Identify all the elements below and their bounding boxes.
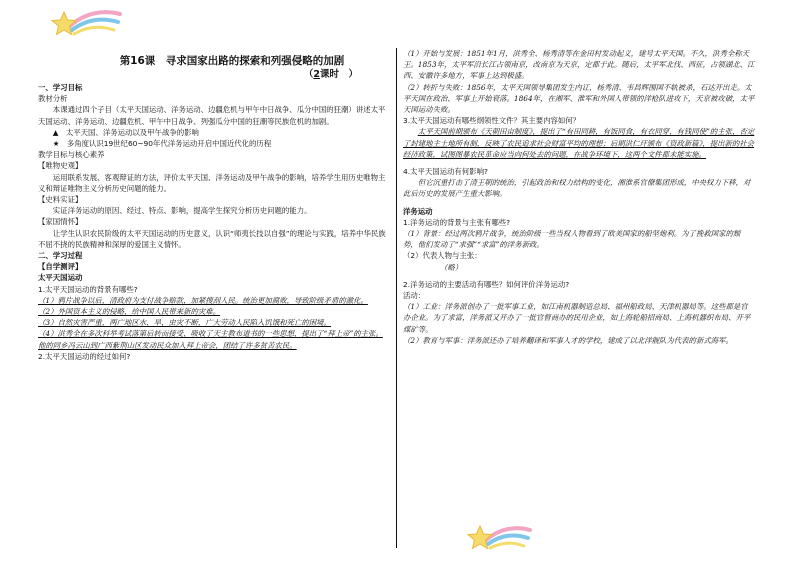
paragraph: 本课通过四个子目（太平天国运动、洋务运动、边疆危机与甲午中日战争、瓜分中国的狂潮）讲述太平天国运动、洋务运动、边疆危机、甲午中日战争、列强瓜分中国的狂潮等民族危机的加剧。	[38, 105, 386, 126]
answer-line: 太平天国前期颁布《天朝田亩制度》，提出了“有田同耕，有饭同食，有衣同穿，有钱同使”的主张，否定了封建地主土地所有制，反映了农民追求社会财富平均的理想；后期洪仁玕颁布《资政新篇》，提出新的社会经济政策，试图图暴农民革命应当向何处去的问题，在战争环境下，这两个文件都未能实施。	[403, 127, 755, 159]
question: 2.太平天国运动的经过如何?	[38, 351, 131, 361]
answer-line: （2）教育与军事：洋务派还办了培养翻译和军事人才的学校，建成了以北洋舰队为代表的新式海军。	[403, 335, 733, 345]
answer-line: （1）工业：洋务派创办了一批军事工业，如江南机器制造总局、福州船政局、天津机器局等。这些都是官办企业。为了求富，洋务派又开办了一批官督商办的民用企业，如上海轮船招商局、上海机器织布局、开平煤矿等。	[403, 302, 751, 334]
lesson-hours: （2课时 ）	[303, 69, 358, 80]
right-column	[403, 48, 755, 346]
subheading: 【自学测评】	[38, 262, 83, 272]
section-heading: 二、学习过程	[38, 251, 83, 261]
subheading: 教材分析	[38, 94, 68, 104]
subheading: 活动：	[403, 291, 426, 301]
paragraph: 运用联系发展、客观辩证的方法，评价太平天国、洋务运动及甲午战争的影响，培养学生用历史唯物主义和辩证唯物主义分析历史问题的能力。	[38, 172, 386, 193]
left-column	[38, 52, 386, 362]
answer-line: 但它沉重打击了清王朝的统治，引起政治和权力结构的变化，湘淮系官僚集团形成，中央权力下移，对此后历史的发展产生重大影响。	[403, 178, 751, 199]
lesson-title: 第16课 寻求国家出路的探索和列强侵略的加剧	[119, 55, 345, 67]
subheading: 【唯物史观】	[38, 161, 83, 171]
paragraph: 让学生认识农民阶级的太平天国运动的历史意义，认识“师夷长技以自强”的理论与实践，培养中华民族不屈不挠的民族精神和深厚的爱国主义情怀。	[38, 228, 386, 249]
section-heading: 一、学习目标	[38, 83, 83, 92]
answer-line: （1）鸦片战争以后，清政府为支付战争赔款，加紧搜刮人民。统治更加腐败，导致阶级矛盾的激化。	[38, 295, 368, 305]
answer-line: （3）自然灾害严重，两广地区水、旱、虫灾不断，广大劳动人民陷入饥饿和死亡的困境。	[38, 318, 331, 328]
question: 3.太平天国运动有哪些纲领性文件？其主要内容如何？	[403, 116, 581, 126]
question: 2.洋务运动的主要活动有哪些？如何评价洋务运动?	[403, 279, 570, 289]
hours-number: 2	[313, 69, 320, 80]
star-icon	[464, 518, 534, 556]
answer-line: （1）开始与发展：1851年1月，洪秀全、杨秀清等在金田村发动起义，建号太平天国。不久，洪秀全称天王。1853年，太平军沿长江占领南京，改南京为天京，定都于此。随后，太平军北伐、西征，占领湖北、江西、安徽许多地方，军事上达到极盛。	[403, 49, 755, 81]
answer-line: （2）外国资本主义的侵略，给中国人民带来新的灾难。	[38, 307, 221, 317]
question: 1.太平天国运动的背景有哪些?	[38, 284, 138, 294]
topic-heading: 太平天国运动	[38, 273, 83, 283]
answer-line: （略）	[440, 262, 463, 272]
star-icon	[48, 4, 124, 44]
answer-line: （4）洪秀全在多次科举考试落第后转而接受、吸收了天主教布道书的一些思想，提出了“拜上帝”的主张。他的同乡冯云山到广西紫荆山区发动民众加入拜上帝会，团结了许多贫苦农民。	[38, 329, 383, 350]
paragraph: 实证洋务运动的原因、经过、特点、影响，提高学生探究分析历史问题的能力。	[52, 206, 312, 216]
key-point: ★ 多角度认识19世纪60~90年代洋务运动开启中国近代化的历程	[52, 139, 272, 149]
topic-heading: 洋务运动	[403, 206, 433, 216]
subheading: 教学目标与核心素养	[38, 150, 105, 160]
question: 1.洋务运动的背景与主张有哪些?	[403, 217, 511, 227]
column-divider	[396, 48, 397, 548]
subheading: 【史料实证】	[38, 195, 83, 205]
subheading: 【家国情怀】	[38, 217, 83, 227]
key-point: ▲ 太平天国、洋务运动以及甲午战争的影响	[52, 127, 199, 137]
answer-line: （1）背景：经过两次鸦片战争，统治阶级一些当权人物看到了欧美国家的船坚炮利。为了挽救国家的颓势，他们发动了“求强”“求富”的洋务新政。	[403, 229, 741, 250]
question: 4.太平天国运动有何影响?	[403, 167, 488, 177]
answer-line: （2）代表人物与主张：	[403, 251, 482, 261]
answer-line: （2）转折与失败：1856年，太平天国领导集团发生内讧，杨秀清、韦昌辉围国不轨被杀，石达开出走。太平天国在政治、军事上开始衰落。1864年，在湘军、淮军和外国人带领的洋枪队进攻下，天京被攻破，太平天国运动失败。	[403, 82, 755, 115]
